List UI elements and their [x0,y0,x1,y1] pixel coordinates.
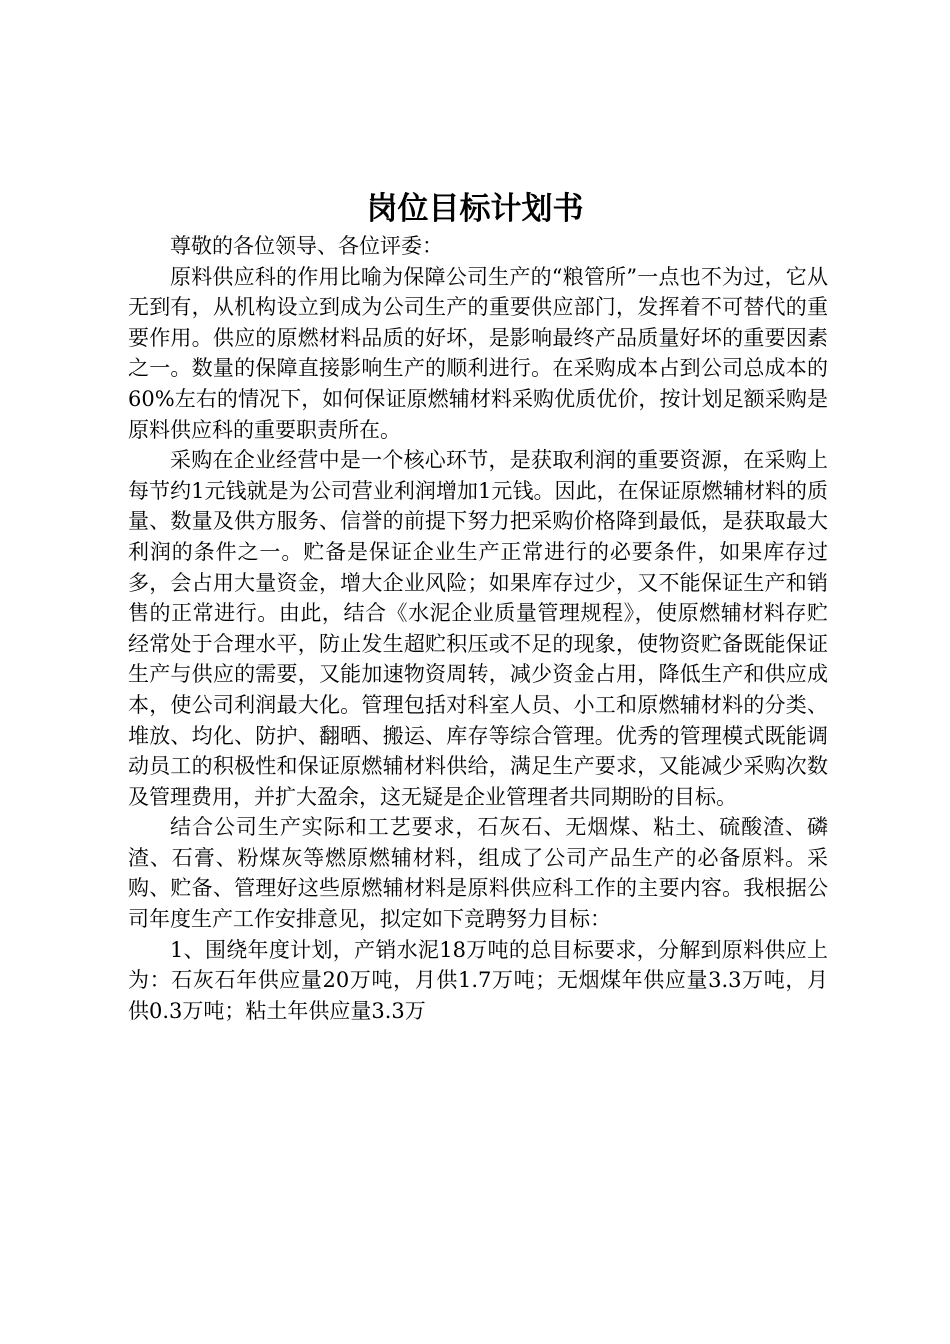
salutation: 尊敬的各位领导、各位评委： [170,234,443,258]
paragraph: 原料供应科的作用比喻为保障公司生产的“粮管所”一点也不为过，它从无到有，从机构设立到成为公司生产的重要供应部门，发挥着不可替代的重要作用。供应的原燃材料品质的好坏，是影响最终产品质量好坏的重要因素之一。数量的保障直接影响生产的顺利进行。在采购成本占到公司总成本的60%左右的情况下，如何保证原燃辅材料采购优质优价，按计划足额采购是原料供应科的重要职责所在。 [128,264,828,442]
paragraph: 结合公司生产实际和工艺要求，石灰石、无烟煤、粘土、硫酸渣、磷渣、石膏、粉煤灰等燃原燃辅材料，组成了公司产品生产的必备原料。采购、贮备、管理好这些原燃辅材料是原料供应科工作的主要内容。我根据公司年度生产工作安排意见，拟定如下竞聘努力目标： [128,815,828,932]
document-body [128,231,828,1026]
paragraph: 1、围绕年度计划，产销水泥18万吨的总目标要求，分解到原料供应上为：石灰石年供应量20万吨，月供1.7万吨；无烟煤年供应量3.3万吨，月供0.3万吨；粘土年供应量3.3万 [128,937,828,1023]
document-title: 岗位目标计划书 [366,191,584,227]
paragraph: 采购在企业经营中是一个核心环节，是获取利润的重要资源，在采购上每节约1元钱就是为公司营业利润增加1元钱。因此，在保证原燃辅材料的质量、数量及供方服务、信誉的前提下努力把采购价格降到最低，是获取最大利润的条件之一。贮备是保证企业生产正常进行的必要条件，如果库存过多，会占用大量资金，增大企业风险；如果库存过少，又不能保证生产和销售的正常进行。由此，结合《水泥企业质量管理规程》，使原燃辅材料存贮经常处于合理水平，防止发生超贮积压或不足的现象，使物资贮备既能保证生产与供应的需要，又能加速物资周转，减少资金占用，降低生产和供应成本，使公司利润最大化。管理包括对科室人员、小工和原燃辅材料的分类、堆放、均化、防护、翻晒、搬运、库存等综合管理。优秀的管理模式既能调动员工的积极性和保证原燃辅材料供给，满足生产要求，又能减少采购次数及管理费用，并扩大盈余，这无疑是企业管理者共同期盼的目标。 [128,448,828,809]
